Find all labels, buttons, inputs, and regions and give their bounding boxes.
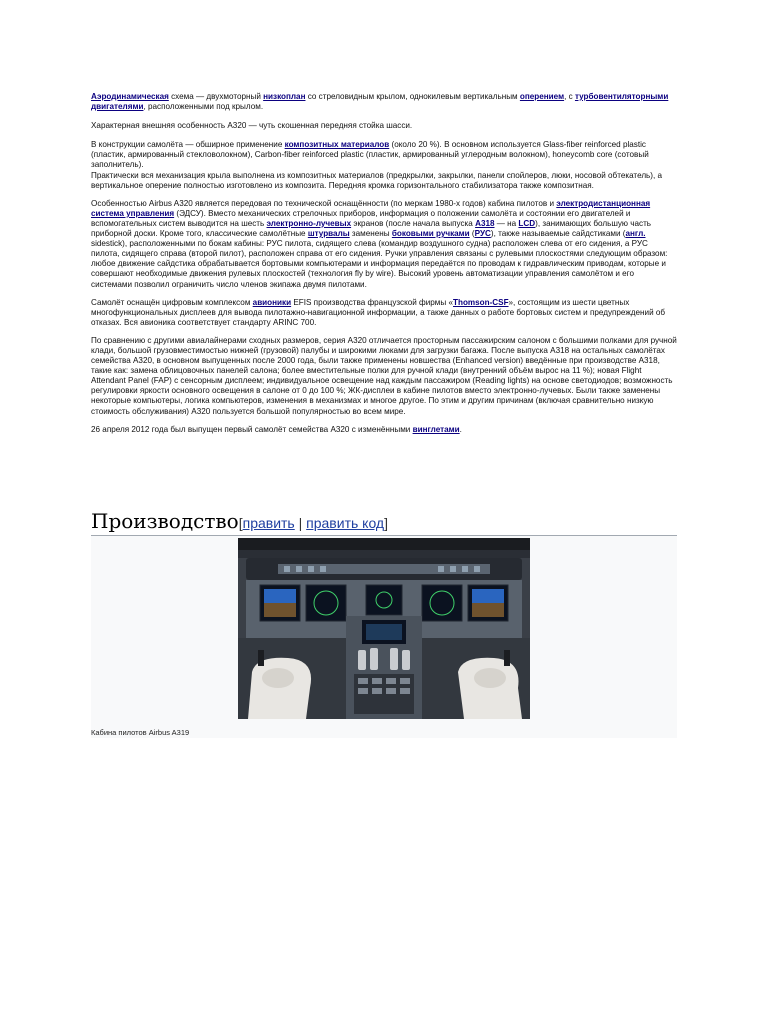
link-avionics[interactable]: авионики [252,297,292,307]
link-thomson-csf[interactable]: Thomson-CSF [453,297,509,307]
article-body [91,92,677,443]
link-side-sticks[interactable]: боковыми ручками [391,229,470,239]
link-rus[interactable]: РУС [474,229,491,239]
link-low-wing[interactable]: низкоплан [263,92,306,101]
paragraph-comparison: По сравнению с другими авиалайнерами сходных размеров, серия A320 отличается просторным пассажирским салоном с большими полками для ручной клади, большой грузовместимостью нижней (грузовой) палубы и широкими люками для загрузки багажа. После выпуска A318 на остальных самолётах семейства A320, в основном выпущенных после 2000 года, были также применены новшества (Enhanced version) введённые при производстве A318, такие как: замена облицовочных панелей салона; более вместительные полки для ручной клади (внутренний объём вырос на 11 %); новая Flight Attendant Panel (FAP) с сенсорным дисплеем; индивидуальное освещение над каждым пассажиром (Reading lights) на основе светодиодов; возможность регулировки яркости основного освещения в салоне от 0 до 100 %; ЖК-дисплеи в кабине пилотов вместо электронно-лучевых. Были также заменены некоторые компьютеры, логика компьютеров, изменения в механизмах и многое другое. По этим и другим причинам (включая сравнительно низкую стоимость обслуживания) A320 пользуется большой популярностью во всем мире. [91,335,677,416]
paragraph-aerodynamics: Аэродинамическая схема — двухмоторный низкоплан со стреловидным крылом, однокилевым вертикальным оперением, с турбовентиляторными двигателями, расположенными под крылом. [91,92,669,112]
link-turbofan-engines[interactable]: турбовентиляторными двигателями [91,92,669,112]
section-title: Производство [91,509,239,533]
link-empennage[interactable]: оперением [519,92,565,101]
paragraph-landing-gear: Характерная внешняя особенность A320 — чуть скошенная передняя стойка шасси. [91,121,413,131]
link-lcd[interactable]: LCD [518,218,536,228]
paragraph-composites: В конструкции самолёта — обширное применение композитных материалов (около 20 %). В основном используется Glass-fiber reinforced plastic (пластик, армированный стекловолокном), Carbon-fiber reinforced plastic (пластик, армированный углеродным волокном), honeycomb core (сотовый заполнитель). [91,140,649,170]
paragraph-winglets: 26 апреля 2012 года был выпущен первый самолёт семейства A320 с изменёнными винглетами. [91,424,462,434]
link-composite-materials[interactable]: композитных материалов [284,140,390,150]
link-yokes[interactable]: штурвалы [307,229,350,239]
edit-link[interactable]: править [242,515,295,531]
figure-caption: Кабина пилотов Airbus A319 [91,728,190,737]
section-heading-production [91,508,677,536]
link-english[interactable]: англ. [625,229,646,239]
link-crt[interactable]: электронно-лучевых [266,218,352,228]
paragraph-avionics: Самолёт оснащён цифровым комплексом авионики EFIS производства французской фирмы «Thomson-CSF», состоящим из шести цветных многофункциональных дисплеев для вывода пилотажно-навигационной информации, а также данных о работе бортовых систем и предупреждений об отказах. Вся авионика соответствует стандарту ARINC 700. [91,297,666,327]
edit-code-link[interactable]: править код [306,515,385,531]
link-aerodynamic[interactable]: Аэродинамическая [91,92,169,101]
paragraph-cockpit: Особенностью Airbus A320 является передовая по технической оснащённости (по меркам 1980-х годов) кабина пилотов и электродистанционная система управления (ЭДСУ). Вместо механических стрелочных приборов, информация о положении самолёта и состоянии его двигателей и вспомогательных систем выводится на шесть электронно-лучевых экранов (после начала выпуска A318 — на LCD), занимающих большую часть приборной доски. Кроме того, классические самолётные штурвалы заменены боковыми ручками (РУС), также называемые сайдстиками (англ. sidestick), расположенными по бокам кабины: РУС пилота, сидящего слева (командир воздушного судна) расположен слева от его сидения, а РУС пилота, сидящего справа (второй пилот), расположен справа от его сидения. Ручки управления связаны с рулевыми плоскостями следующим образом: любое движение сайдстика обрабатывается бортовыми компьютерами и информация передаётся по проводам к гидравлическим приводам, которые и совершают необходимые движения рулевых плоскостей (технология fly by wire). Высокий уровень автоматизации управления самолётом и его системами позволил ограничить число членов экипажа двумя пилотами. [91,198,668,289]
cockpit-photo[interactable] [238,538,530,719]
link-fly-by-wire[interactable]: электродистанционная система управления [91,198,651,218]
link-winglets[interactable]: винглетами [412,424,460,434]
figure-cockpit [91,536,677,738]
edit-links: [править | править код] [238,515,388,531]
link-a318[interactable]: A318 [475,218,495,228]
paragraph-wing-mechanization: Практически вся механизация крыла выполнена из композитных материалов (предкрылки, закрылки, панели спойлеров, люки, носовой обтекатель), а вертикальное оперение полностью изготовлено из композита. Передняя кромка горизонтального стабилизатора также композитная. [91,170,663,190]
